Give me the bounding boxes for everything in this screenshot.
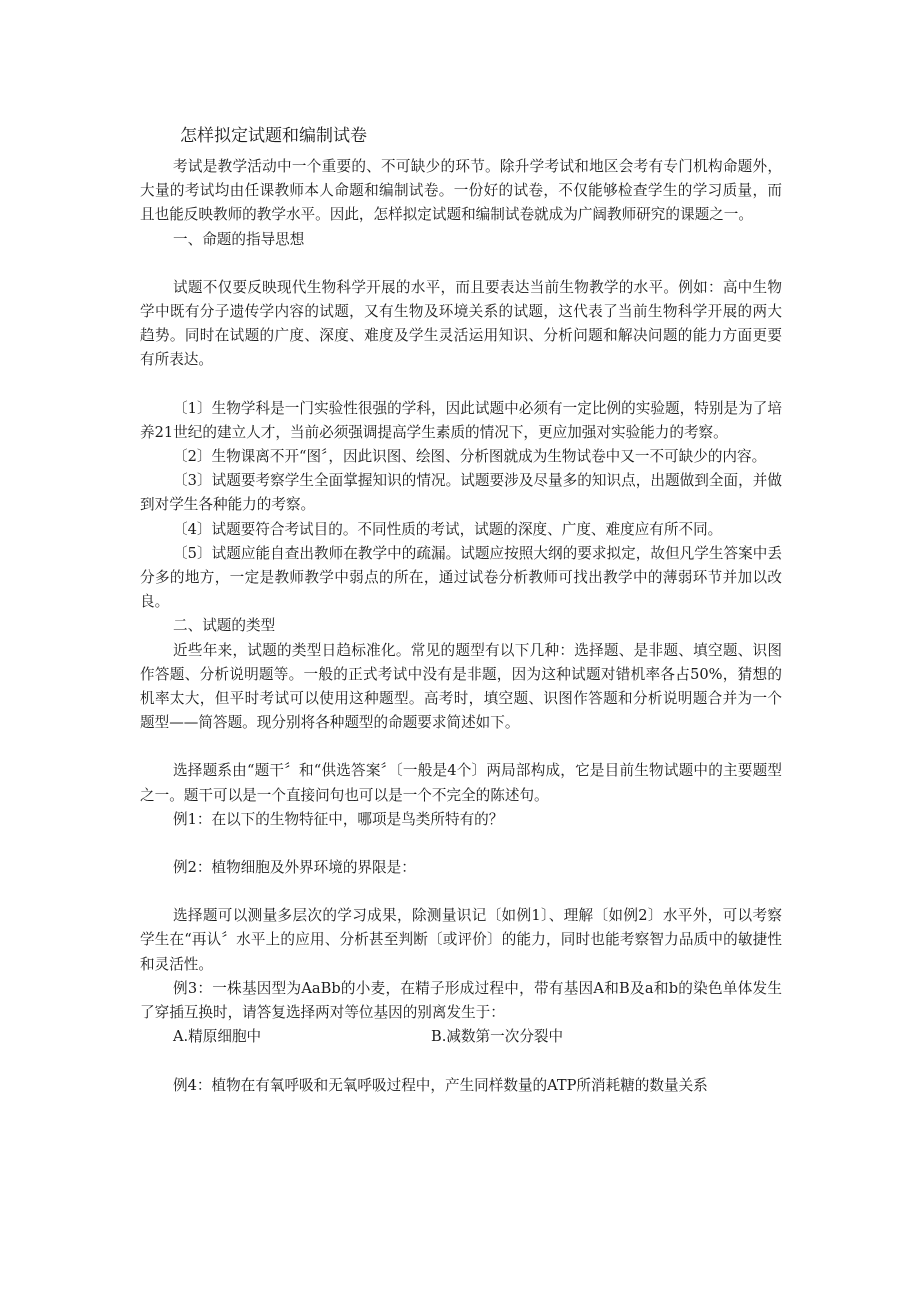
list-item-1: 〔1〕生物学科是一门实验性很强的学科，因此试题中必须有一定比例的实验题，特别是为了培养21世纪的建立人才，当前必须强调提高学生素质的情况下，更应加强对实验能力的考察。 xyxy=(140,399,782,441)
document-title: 怎样拟定试题和编制试卷 xyxy=(180,126,367,146)
paragraph-question-types: 近些年来，试题的类型日趋标准化。常见的题型有以下几种：选择题、是非题、填空题、识图作答题、分析说明题等。一般的正式考试中没有是非题，因为这种试题对错机率各占50%，猜想的机率太大，但平时考试可以使用这种题型。高考时，填空题、识图作答题和分析说明题合并为一个题型——简答题。现分别将各种题型的命题要求简述如下。 xyxy=(140,641,782,732)
option-b: B.减数第一次分裂中 xyxy=(431,1028,564,1046)
document-body xyxy=(140,155,782,1098)
list-item-4: 〔4〕试题要符合考试目的。不同性质的考试，试题的深度、广度、难度应有所不同。 xyxy=(173,520,723,538)
section-heading-guiding-ideas: 一、命题的指导思想 xyxy=(173,230,305,248)
list-item-5: 〔5〕试题应能自查出教师在教学中的疏漏。试题应按照大纲的要求拟定，故但凡学生答案中丢分多的地方，一定是教师教学中弱点的所在，通过试卷分析教师可找出教学中的薄弱环节并加以改良。 xyxy=(140,544,782,611)
paragraph-guiding-ideas: 试题不仅要反映现代生物科学开展的水平，而且要表达当前生物教学的水平。例如：高中生物学中既有分子遗传学内容的试题，又有生物及环境关系的试题，这代表了当前生物科学开展的两大趋势。同时在试题的广度、深度、难度及学生灵活运用知识、分析问题和解决问题的能力方面更要有所表达。 xyxy=(140,278,782,369)
example-3: 例3：一株基因型为AaBb的小麦，在精子形成过程中，带有基因A和B及a和b的染色单体发生了穿插互换时，请答复选择两对等位基因的别离发生于： xyxy=(140,979,782,1022)
example-2: 例2：植物细胞及外界环境的界限是： xyxy=(173,859,416,877)
option-a: A.精原细胞中 xyxy=(173,1028,262,1046)
list-item-2: 〔2〕生物课离不开“图〞，因此识图、绘图、分析图就成为生物试卷中又一不可缺少的内容。 xyxy=(173,448,767,466)
paragraph-choice-levels: 选择题可以测量多层次的学习成果，除测量识记〔如例1〕、理解〔如例2〕水平外，可以考察学生在“再认〞水平上的应用、分析甚至判断〔或评价〕的能力，同时也能考察智力品质中的敏捷性和灵活性。 xyxy=(140,907,782,973)
section-heading-question-types: 二、试题的类型 xyxy=(173,617,276,635)
example-1: 例1：在以下的生物特征中，哪项是鸟类所特有的？ xyxy=(173,810,504,828)
paragraph-intro: 考试是教学活动中一个重要的、不可缺少的环节。除升学考试和地区会考有专门机构命题外，大量的考试均由任课教师本人命题和编制试卷。一份好的试卷，不仅能够检查学生的学习质量，而且也能反映教师的教学水平。因此，怎样拟定试题和编制试卷就成为广阔教师研究的课题之一。 xyxy=(140,158,782,224)
example-3-options xyxy=(140,1025,782,1049)
example-4: 例4：植物在有氧呼吸和无氧呼吸过程中，产生同样数量的ATP所消耗糖的数量关系 xyxy=(173,1076,708,1094)
paragraph-multiple-choice: 选择题系由“题干〞和“供选答案〞〔一般是4个〕两局部构成，它是目前生物试题中的主要题型之一。题干可以是一个直接问句也可以是一个不完全的陈述句。 xyxy=(140,762,782,804)
list-item-3: 〔3〕试题要考察学生全面掌握知识的情况。试题要涉及尽量多的知识点，出题做到全面，并做到对学生各种能力的考察。 xyxy=(140,472,782,514)
